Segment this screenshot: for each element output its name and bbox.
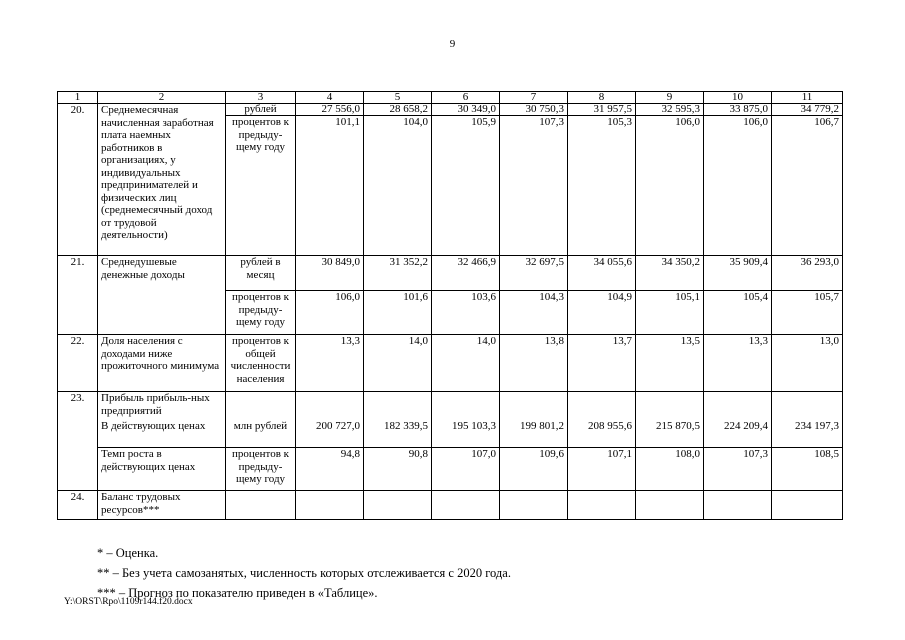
header-cell: 8 xyxy=(568,92,636,104)
value-cell: 13,0 xyxy=(772,335,843,392)
footnotes xyxy=(97,543,511,603)
header-cell: 7 xyxy=(500,92,568,104)
value-cell: 94,8 xyxy=(296,448,364,491)
empty-cell xyxy=(226,491,296,520)
value-cell: 34 779,2 xyxy=(772,104,843,116)
row-number: 20. xyxy=(58,104,98,256)
empty-cell xyxy=(500,392,568,420)
value-cell: 13,5 xyxy=(636,335,704,392)
value-cell: 13,3 xyxy=(296,335,364,392)
page-number: 9 xyxy=(449,38,456,50)
table-row xyxy=(58,448,843,491)
empty-cell xyxy=(772,392,843,420)
value-cell: 13,3 xyxy=(704,335,772,392)
unit-cell: процентов к предыду-щему году xyxy=(226,291,296,335)
empty-cell xyxy=(500,491,568,520)
value-cell: 105,3 xyxy=(568,116,636,256)
empty-cell xyxy=(296,491,364,520)
value-cell: 199 801,2 xyxy=(500,420,568,448)
empty-cell xyxy=(226,392,296,420)
value-cell: 32 697,5 xyxy=(500,256,568,291)
value-cell: 31 957,5 xyxy=(568,104,636,116)
sub-indicator-name: В действующих ценах xyxy=(98,420,226,448)
value-cell: 28 658,2 xyxy=(364,104,432,116)
value-cell: 106,0 xyxy=(704,116,772,256)
value-cell: 106,0 xyxy=(296,291,364,335)
value-cell: 107,3 xyxy=(704,448,772,491)
footnote: * – Оценка. xyxy=(97,546,159,560)
unit-cell: процентов к общей численности населения xyxy=(226,335,296,392)
value-cell: 208 955,6 xyxy=(568,420,636,448)
unit-cell: рублей в месяц xyxy=(226,256,296,291)
table-row xyxy=(58,392,843,420)
value-cell: 107,3 xyxy=(500,116,568,256)
empty-cell xyxy=(704,491,772,520)
header-cell: 6 xyxy=(432,92,500,104)
indicator-name: Баланс трудовых ресурсов*** xyxy=(98,491,226,520)
header-cell: 9 xyxy=(636,92,704,104)
value-cell: 215 870,5 xyxy=(636,420,704,448)
value-cell: 14,0 xyxy=(432,335,500,392)
row-number: 24. xyxy=(58,491,98,520)
value-cell: 30 750,3 xyxy=(500,104,568,116)
value-cell: 90,8 xyxy=(364,448,432,491)
value-cell: 14,0 xyxy=(364,335,432,392)
header-cell: 1 xyxy=(58,92,98,104)
value-cell: 13,8 xyxy=(500,335,568,392)
empty-cell xyxy=(772,491,843,520)
value-cell: 34 350,2 xyxy=(636,256,704,291)
value-cell: 105,4 xyxy=(704,291,772,335)
value-cell: 33 875,0 xyxy=(704,104,772,116)
footnote: ** – Без учета самозанятых, численность которых отслеживается с 2020 года. xyxy=(97,566,511,580)
value-cell: 234 197,3 xyxy=(772,420,843,448)
empty-cell xyxy=(432,491,500,520)
indicator-name: Среднемесячная начисленная заработная плата наемных работников в организациях, у индивидуальных предпринимателей и физических лиц (среднемесячный доход от трудовой деятельности) xyxy=(98,104,226,256)
header-cell: 5 xyxy=(364,92,432,104)
value-cell: 105,9 xyxy=(432,116,500,256)
value-cell: 32 466,9 xyxy=(432,256,500,291)
value-cell: 224 209,4 xyxy=(704,420,772,448)
value-cell: 106,7 xyxy=(772,116,843,256)
table-row xyxy=(58,256,843,291)
empty-cell xyxy=(568,491,636,520)
value-cell: 105,1 xyxy=(636,291,704,335)
value-cell: 108,0 xyxy=(636,448,704,491)
indicators-table xyxy=(57,91,843,520)
table-row xyxy=(58,104,843,116)
value-cell: 27 556,0 xyxy=(296,104,364,116)
row-number: 23. xyxy=(58,392,98,491)
value-cell: 107,0 xyxy=(432,448,500,491)
indicator-name: Среднедушевые денежные доходы xyxy=(98,256,226,335)
row-number: 21. xyxy=(58,256,98,335)
sub-indicator-name: Темп роста в действующих ценах xyxy=(98,448,226,491)
empty-cell xyxy=(432,392,500,420)
value-cell: 103,6 xyxy=(432,291,500,335)
value-cell: 30 349,0 xyxy=(432,104,500,116)
empty-cell xyxy=(364,392,432,420)
value-cell: 13,7 xyxy=(568,335,636,392)
value-cell: 101,1 xyxy=(296,116,364,256)
indicator-name: Доля населения с доходами ниже прожиточного минимума xyxy=(98,335,226,392)
header-cell: 11 xyxy=(772,92,843,104)
header-cell: 2 xyxy=(98,92,226,104)
empty-cell xyxy=(296,392,364,420)
value-cell: 108,5 xyxy=(772,448,843,491)
header-cell: 10 xyxy=(704,92,772,104)
table-row xyxy=(58,335,843,392)
value-cell: 34 055,6 xyxy=(568,256,636,291)
empty-cell xyxy=(704,392,772,420)
header-cell: 4 xyxy=(296,92,364,104)
table-row xyxy=(58,420,843,448)
header-cell: 3 xyxy=(226,92,296,104)
empty-cell xyxy=(636,491,704,520)
empty-cell xyxy=(568,392,636,420)
row-number: 22. xyxy=(58,335,98,392)
table-row xyxy=(58,491,843,520)
value-cell: 104,3 xyxy=(500,291,568,335)
file-path: Y:\ORST\Rpo\1109r144.f20.docx xyxy=(64,597,193,607)
value-cell: 31 352,2 xyxy=(364,256,432,291)
value-cell: 36 293,0 xyxy=(772,256,843,291)
value-cell: 200 727,0 xyxy=(296,420,364,448)
value-cell: 35 909,4 xyxy=(704,256,772,291)
empty-cell xyxy=(364,491,432,520)
unit-cell: рублей xyxy=(226,104,296,116)
value-cell: 109,6 xyxy=(500,448,568,491)
table-header-row xyxy=(58,92,843,104)
value-cell: 32 595,3 xyxy=(636,104,704,116)
value-cell: 104,9 xyxy=(568,291,636,335)
empty-cell xyxy=(636,392,704,420)
value-cell: 182 339,5 xyxy=(364,420,432,448)
value-cell: 101,6 xyxy=(364,291,432,335)
value-cell: 105,7 xyxy=(772,291,843,335)
value-cell: 106,0 xyxy=(636,116,704,256)
value-cell: 195 103,3 xyxy=(432,420,500,448)
value-cell: 107,1 xyxy=(568,448,636,491)
value-cell: 30 849,0 xyxy=(296,256,364,291)
unit-cell: млн рублей xyxy=(226,420,296,448)
footnote: *** – Прогноз по показателю приведен в «Таблице». xyxy=(97,586,378,600)
unit-cell: процентов к предыду-щему году xyxy=(226,448,296,491)
unit-cell: процентов к предыду-щему году xyxy=(226,116,296,256)
value-cell: 104,0 xyxy=(364,116,432,256)
indicator-name: Прибыль прибыль-ных предприятий xyxy=(98,392,226,420)
